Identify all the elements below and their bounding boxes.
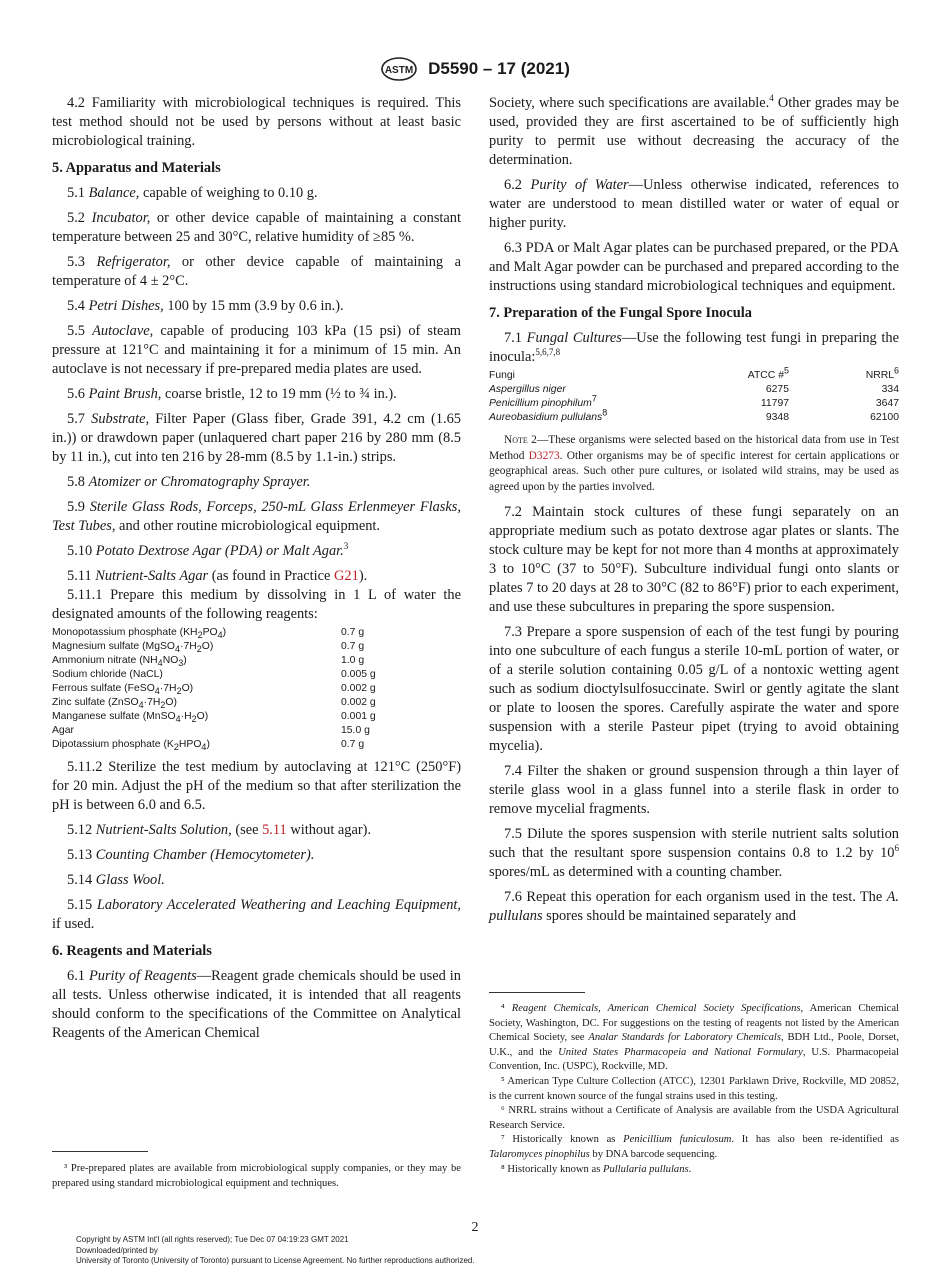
para-5-2: 5.2 Incubator, or other device capable of maintaining a constant temperature between 25 and 30°C, relative humidity of ≥85 %. [52,210,461,245]
fungus-name: Aureobasidium pullulans$^8$ [489,407,608,423]
reagent-amount: 0.001 g [341,711,376,722]
fungi-table-header: Fungi ATCC #$^5$ NRRL$^6$ [489,365,899,381]
reagents-table [52,626,461,752]
test-method-d3273-link[interactable]: D3273 [528,449,560,462]
reagent-name: Ammonium nitrate $(NH_4NO_3)$ [52,655,187,669]
reagent-name: Magnesium sulfate $(MgSO_4\cdot 7H_2O)$ [52,641,214,655]
para-6-2: 6.2 Purity of Water—Unless otherwise indicated, references to water are understood to mean distilled water or water of equal or higher purity. [489,177,899,231]
para-5-1: 5.1 Balance, capable of weighing to 0.10 g. [67,185,318,201]
footnotes-left [52,1162,461,1191]
reagent-row [52,724,461,738]
reagent-name: Agar [52,725,74,736]
nrrl-number: 62100 [870,412,899,423]
reagent-row [52,626,461,640]
section-7-heading: 7. Preparation of the Fungal Spore Inocula [489,305,752,321]
reagent-name: Manganese sulfate $(MnSO_4\cdot H_2O)$ [52,711,209,725]
footnote-3: ³ Pre-prepared plates are available from microbiological supply companies, or they may be prepared using standard microbiological equipment and techniques. [52,1163,461,1189]
para-7-5: 7.5 Dilute the spores suspension with sterile nutrient salts solution such that the resultant spore suspension contains 0.8 to 1.2 by $10^6$ spores/mL as determined with a counting chamber. [489,826,899,880]
reagent-row [52,640,461,654]
footnotes-right [489,1002,899,1177]
fungi-row [489,383,899,397]
reagent-amount: 1.0 g [341,655,365,666]
standard-designation: D5590 – 17 (2021) [428,59,570,78]
para-5-5: 5.5 Autoclave, capable of producing 103 kPa (15 psi) of steam pressure at 121°C and maintaining it for a minimum of 15 min. An autoclave is not necessary if pre-prepared media plates are used. [52,323,461,377]
reagent-row [52,710,461,724]
para-5-13: 5.13 Counting Chamber (Hemocytometer). [67,847,315,863]
note-2: Note 2—These organisms were selected based on the historical data from use in Test Method D3273. Other organisms may be of specific interest for certain applications or geographical areas. Such other pure cultures, or isolated wild strains, may be used as agreed upon by the parties involved. [489,434,899,493]
reagent-row [52,654,461,668]
para-5-3: 5.3 Refrigerator, or other device capable of maintaining a temperature of 4 ± 2°C. [52,254,461,289]
para-7-4: 7.4 Filter the shaken or ground suspension through a thin layer of sterile glass wool in a glass funnel into a sterile flask in order to remove mycelial fragments. [489,763,899,817]
para-5-4: 5.4 Petri Dishes, 100 by 15 mm (3.9 by 0.6 in.). [67,298,344,314]
para-7-2: 7.2 Maintain stock cultures of these fungi separately on an appropriate medium such as potato dextrose agar plates or slants. The stock culture may be kept for not more than 4 months at approximately 3 to 10°C (37 to 50°F). Subculture individual fungi onto slants or plates 7 to 20 days at 28 to 30°C (82 to 86°F) prior to each experiment, and use these subcultures in preparing the spore suspension. [489,504,899,615]
section-6-heading: 6. Reagents and Materials [52,943,212,959]
fungi-row [489,411,899,425]
footnote-6: ⁶ NRRL strains without a Certificate of Analysis are available from the USDA Agricultural Research Service. [489,1105,899,1131]
nrrl-number: 3647 [875,398,899,409]
page-number: 2 [471,1220,479,1235]
atcc-number: 9348 [765,412,789,423]
fungus-name: Aspergillus niger [489,384,566,395]
reagent-amount: 0.7 g [341,739,365,750]
reagent-name: Dipotassium phosphate $(K_2HPO_4)$ [52,739,210,753]
reagent-row [52,696,461,710]
reagent-row [52,682,461,696]
reagent-amount: 0.002 g [341,683,376,694]
para-5-9: 5.9 Sterile Glass Rods, Forceps, 250-mL Glass Erlenmeyer Flasks, Test Tubes, and other routine microbiological equipment. [52,499,461,534]
reagent-amount: 0.7 g [341,641,365,652]
para-5-6: 5.6 Paint Brush, coarse bristle, 12 to 19 mm (½ to ¾ in.). [67,386,397,402]
para-5-12: 5.12 Nutrient-Salts Solution, (see 5.11 without agar). [67,822,372,838]
para-5-10: 5.10 Potato Dextrose Agar (PDA) or Malt Agar.$^3$ [67,541,349,559]
page-header [0,56,950,82]
astm-logo-icon [380,56,418,82]
para-4-2: 4.2 Familiarity with microbiological techniques is required. This test method should not be used by persons without at least basic microbiological training. [52,95,461,149]
footnote-8: ⁸ Historically known as Pullularia pullulans. [501,1163,692,1175]
fungi-row [489,397,899,411]
svg-text:ASTM: ASTM [384,65,414,76]
atcc-number: 11797 [760,398,789,409]
reagent-amount: 0.7 g [341,627,365,638]
para-7-6: 7.6 Repeat this operation for each organism used in the test. The A. pullulans spores should be maintained separately and [489,889,899,924]
footnote-rule-left [52,1151,148,1152]
reagent-amount: 0.005 g [341,669,376,680]
reagent-name: Sodium chloride (NaCL) [52,669,163,680]
para-5-8: 5.8 Atomizer or Chromatography Sprayer. [67,474,311,490]
footnote-rule-right [489,992,585,993]
section-5-11-link[interactable]: 5.11 [262,822,287,838]
reagent-row [52,668,461,682]
reagent-amount: 15.0 g [341,725,370,736]
para-7-1: 7.1 Fungal Cultures—Use the following test fungi in preparing the inocula:$^{5,6,7,8}$ [489,330,899,365]
reagent-name: Zinc sulfate $(ZnSO_4\cdot 7H_2O)$ [52,697,177,711]
copyright-notice: Copyright by ASTM Int'l (all rights reserved); Tue Dec 07 04:19:23 GMT 2021 Downloaded/printed by University of Toronto (University of Toronto) pursuant to License Agreement. No further reproductions authorized. [76,1235,475,1265]
footnote-7: ⁷ Historically known as Penicillium funiculosum. It has also been re-identified as Talaromyces pinophilus by DNA barcode sequencing. [489,1134,899,1160]
fungi-table [489,365,899,425]
para-5-11-2: 5.11.2 Sterilize the test medium by autoclaving at 121°C (250°F) for 20 min. Adjust the pH of the medium so that after sterilization the pH is between 6.0 and 6.5. [52,759,461,813]
nrrl-number: 334 [881,384,899,395]
para-5-14: 5.14 Glass Wool. [67,872,165,888]
section-5-heading: 5. Apparatus and Materials [52,160,221,176]
para-5-11-1: 5.11.1 Prepare this medium by dissolving in 1 L of water the designated amounts of the following reagents: [52,587,461,622]
fungus-name: Penicillium pinophilum$^7$ [489,393,597,409]
left-column [52,94,461,1049]
reagent-name: Monopotassium phosphate $(KH_2PO_4)$ [52,627,227,641]
practice-g21-link[interactable]: G21 [334,568,359,584]
para-5-15: 5.15 Laboratory Accelerated Weathering and Leaching Equipment, if used. [52,897,461,932]
footnote-5: ⁵ American Type Culture Collection (ATCC), 12301 Parklawn Drive, Rockville, MD 20852, is the current known source of the fungal strains used in this testing. [489,1075,899,1102]
footnote-4: ⁴ Reagent Chemicals, American Chemical Society Specifications, American Chemical Society, Washington, DC. For suggestions on the testing of reagents not listed by the American Chemical Society, see Analar Standards for Laboratory Chemicals, BDH Ltd., Poole, Dorset, U.K., and the United States Pharmacopeia and National Formulary, U.S. Pharmacopeial Convention, Inc. (USPC), Rockville, MD. [489,1003,899,1073]
para-5-11: 5.11 Nutrient-Salts Agar (as found in Practice G21). [67,568,368,584]
reagent-amount: 0.002 g [341,697,376,708]
para-6-1-continued: Society, where such specifications are available.$^4$ Other grades may be used, provided they are first ascertained to be of sufficiently high purity to permit use without decreasing the accuracy of the determination. [489,93,899,168]
reagent-name: Ferrous sulfate $(FeSO_4\cdot 7H_2O)$ [52,683,194,697]
para-7-3: 7.3 Prepare a spore suspension of each of the test fungi by pouring into one subculture of each fungus a sterile 10-mL portion of water, or of a sterile solution containing 0.05 g/L of a nontoxic wetting agent such as sodium dioctylsulfosuccinate. Swirl or gently agitate the slant or plate to loosen the spores. Carefully aspirate the water and spore suspension with a sterile Pasteur pipet (trying to avoid obtaining mycelia). [489,624,899,754]
para-5-7: 5.7 Substrate, Filter Paper (Glass fiber, Grade 391, 4.2 cm (1.65 in.)) or drawdown paper (unlaquered chart paper 216 by 280 mm (8.5 by 11 in.), cut into ten 216 by 28-mm (8.5 by 1.1-in.) strips. [52,411,461,465]
para-6-1: 6.1 Purity of Reagents—Reagent grade chemicals should be used in all tests. Unless otherwise indicated, it is intended that all reagents should conform to the specifications of the Committee on Analytical Reagents of the American Chemical [52,968,462,1041]
right-column [489,94,899,932]
para-6-3: 6.3 PDA or Malt Agar plates can be purchased prepared, or the PDA and Malt Agar powder can be purchased and prepared according to the instructions using standard microbiological techniques and equipment. [489,240,899,294]
reagent-row [52,738,461,752]
atcc-number: 6275 [765,384,789,395]
